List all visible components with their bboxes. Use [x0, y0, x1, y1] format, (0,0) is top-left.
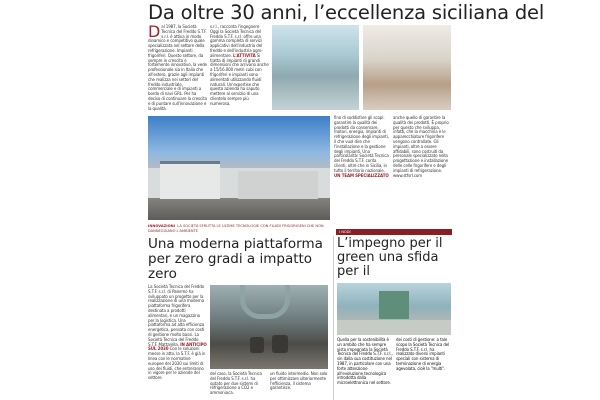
- article1-column-1: Dal 1987, la Società Tecnica del Freddo S.T.F. s.r.l. è attiva in modo dinamico e competitivo quale specializzata nel settore della refrigerazione. Impianti frigoriferi. Questo settore, da sempre in crescita e fortemente innovativo, la vede professionale sia in Italia che all'estero, grazie agli impianti che realizza nei settori del freddo industriale, commerciale e di impianti a bordo di navi GRL. Per ha deciso di continuare la crescita e di puntare sull'innovazione e la qualità.: [148, 22, 207, 111]
- article3-column-1: Quella per la sostenibilità è un ambito che ha sempre visto impegnata la Società Tecnica del Freddo S.T.F. s.r.l., sin dalla sua costituzione nel 1987, in particolare con una forte attenzione all'evoluzione tecnologica introdotta dalla microelettronica nel settore.: [337, 337, 393, 386]
- photo-food-processing-workers: [363, 25, 451, 110]
- article2-column-3: un fluido intermedio. Non solo per ottimizzare ulteriormente l'efficienza, il sistema garantisce.: [270, 371, 328, 391]
- article1-column-4: anche quello di garantire la qualità dei prodotti. È proprio per questo che sviluppa, infatti, che la macchina e le apparecchiature frigorifere vengono controllate. Gli impianti, oltre a essere affidabili, sono costruiti da personale specializzato nella progettazione e installazione delle celle frigorifere e degli impianti di refrigerazione. www.stfsrl.com: [393, 115, 449, 178]
- article3-headline: L’impegno per il green una sfida per il: [337, 236, 443, 279]
- article3-column-2: dei costi di gestione: a tale scopo la Società Tecnica del Freddo S.T.F. s.r.l. ha realizzato diversi impianti speciali con sistema di terminazione di energia agevolata, cioè la "multi".: [396, 337, 450, 371]
- subheading: L'ATTIVITÀ: [232, 52, 256, 58]
- photo-cold-storage-corridor: [337, 283, 451, 335]
- photo-industrial-building: [148, 116, 330, 220]
- photo-processing-plant: [210, 285, 328, 369]
- photo-cold-room-interior: [272, 25, 359, 110]
- drop-cap: D: [148, 22, 161, 41]
- column-divider: [333, 236, 334, 400]
- article1-column-3: fino di soddisfare gli scopi: garantire la qualità dei prodotti da conservare, motori, energia, impianti di refrigerazione degli impianti, il che vuol dire che l'installazione e la gestione degli impianti. Una particolarità: Società Tecnica del Freddo S.T.F. conta clienti, oltre che in Sicilia, in tutto il territorio nazionale. UN TEAM SPECIALIZZATO: [334, 115, 389, 178]
- article2-column-1: La Società Tecnica del Freddo S.T.F. s.r.l. di Palermo ha sviluppato un progetto per la realizzazione di una moderna piattaforma frigorifera destinata a prodotti alimentari, e un magazzino per la logistica. Una piattaforma ad alta efficienza energetica, pensata con costi di gestione molto bassi. La Società Tecnica del Freddo S.T.F. Mattarella. IN ANTICIPO SUL 2030 Con le soluzioni messe in atto, la S.T.F. è già in linea con le normative europee del 2030 sui limiti di uso dei fluidi, che entreranno in vigore per le aziende del settore.: [148, 284, 207, 381]
- section-tab: I NODI: [336, 229, 452, 235]
- main-headline: Da oltre 30 anni, l’eccellenza siciliana del: [148, 1, 545, 24]
- article1-column-2: s.r.l., racconta l'ingegnere Oggi la Società Tecnica del Freddo S.T.F. s.r.l. offre una gamma completa di servizi applicativi dell'industria del freddo e dell'industria agro-alimentare. L'ATTIVITÀ Si tratta di impianti di grandi dimensioni che arrivano anche a 15/16.000 metri cubi con frigoriferi e impianti sono alimentati utilizzando fluidi naturali. Un'expertise che questa azienda ha saputo mettere al servizio di una clientela sempre più numerosa.: [210, 24, 269, 106]
- section-band: INNOVAZIONI LA SOCIETÀ SFRUTTA LE ULTIME TECNOLOGIE CON FLUIDI FRIGORIGENI CHE NON DANNEGGIANO L'AMBIENTE: [148, 224, 324, 233]
- article2-column-2: del caso, la Società Tecnica del Freddo S.T.F. s.r.l. ha optato per due sistemi di refrigerazione a CO2 e ammoniaca.: [210, 371, 262, 396]
- article2-headline: Una moderna piattaforma per zero gradi a impatto zero: [148, 236, 323, 282]
